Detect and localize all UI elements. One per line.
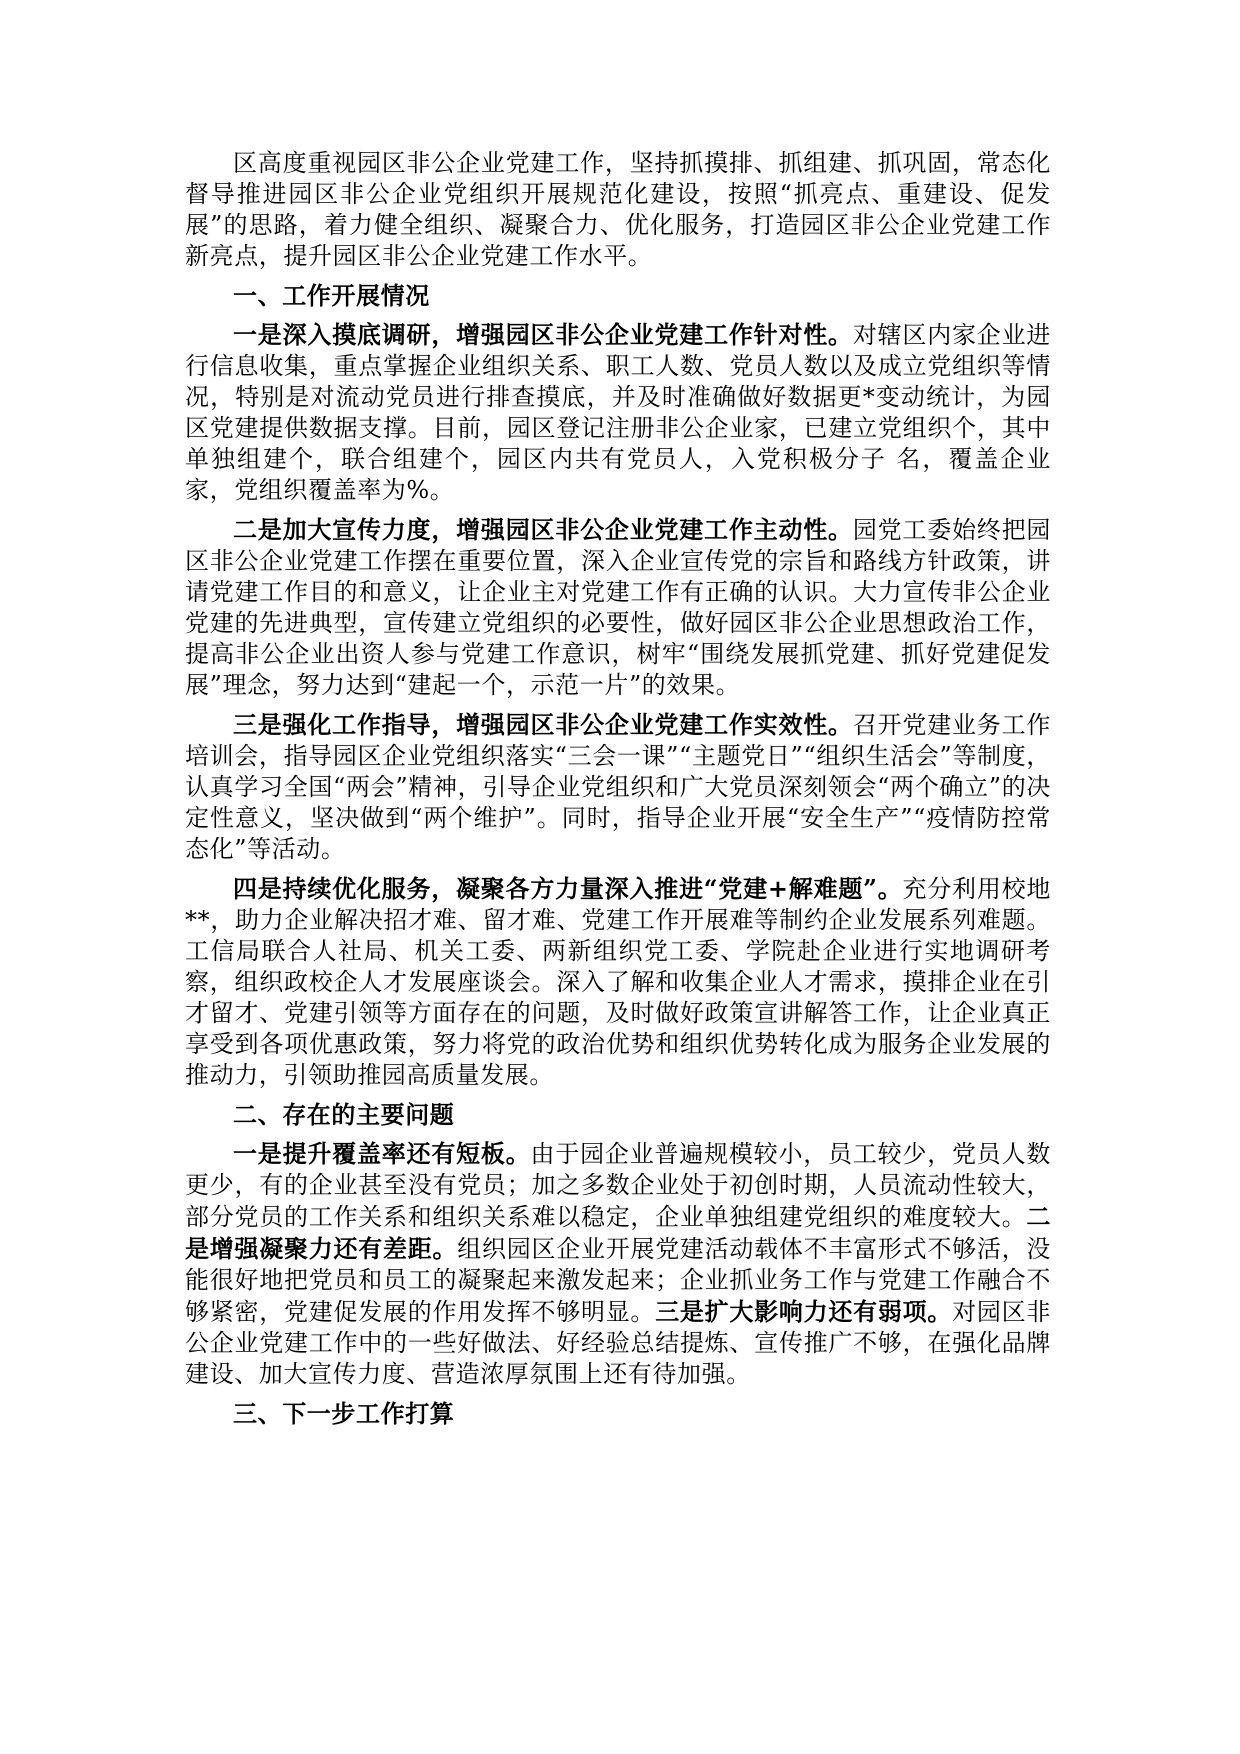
body-paragraph bbox=[185, 319, 1051, 506]
bold-lead-text: 三是强化工作指导，增强园区非公企业党建工作实效性。 bbox=[233, 710, 853, 739]
paragraph-text: 对辖区内家企业进行信息收集，重点掌握企业组织关系、职工人数、党员人数以及成立党组织等情况，特别是对流动党员进行排查摸底，并及时准确做好数据更*变动统计，为园区党建提供数据支撑。目前，园区登记注册非公企业家，已建立党组织个，其中单独组建个，联合组建个，园区内共有党员人，入党积极分子 名，覆盖企业家，党组织覆盖率为%。 bbox=[185, 321, 1051, 504]
bold-lead-text: 一、工作开展情况 bbox=[233, 281, 430, 310]
bold-lead-text: 一是提升覆盖率还有短板。 bbox=[233, 1139, 531, 1168]
bold-lead-text: 四是持续优化服务，凝聚各方力量深入推进“党建+解难题”。 bbox=[233, 874, 903, 903]
section-heading bbox=[185, 1099, 1051, 1130]
section-heading bbox=[185, 280, 1051, 311]
paragraph-text: 组织园区企业开展党建活动载体不丰富形式不够活，没能很好地把党员和员工的凝聚起来激发起来；企业抓业务工作与党建工作融合不够紧密，党建促发展的作用发挥不够明显。 bbox=[185, 1235, 1051, 1326]
body-paragraph bbox=[185, 873, 1051, 1091]
paragraph-text: 区高度重视园区非公企业党建工作，坚持抓摸排、抓组建、抓巩固，常态化督导推进园区非公企业党组织开展规范化建设，按照“抓亮点、重建设、促发展”的思路，着力健全组织、凝聚合力、优化服务，打造园区非公企业党建工作新亮点，提升园区非公企业党建工作水平。 bbox=[185, 149, 1051, 270]
bold-lead-text: 三、下一步工作打算 bbox=[233, 1399, 455, 1428]
section-heading bbox=[185, 1398, 1051, 1429]
bold-lead-text: 一是深入摸底调研，增强园区非公企业党建工作针对性。 bbox=[233, 320, 853, 349]
body-paragraph bbox=[185, 148, 1051, 272]
body-paragraph bbox=[185, 709, 1051, 865]
bold-lead-text: 二是增强凝聚力还有差距。 bbox=[185, 1202, 1051, 1263]
paragraph-text: 充分利用校地**，助力企业解决招才难、留才难、党建工作开展难等制约企业发展系列难题。工信局联合人社局、机关工委、两新组织党工委、学院赴企业进行实地调研考察，组织政校企人才发展座谈会。深入了解和收集企业人才需求，摸排企业在引才留才、党建引领等方面存在的问题，及时做好政策宣讲解答工作，让企业真正享受到各项优惠政策，努力将党的政治优势和组织优势转化成为服务企业发展的推动力，引领助推园高质量发展。 bbox=[185, 875, 1051, 1089]
paragraph-text: 召开党建业务工作培训会，指导园区企业党组织落实“三会一课”“主题党日”“组织生活会”等制度，认真学习全国“两会”精神，引导企业党组织和广大党员深刻领会“两个确立”的决定性意义，坚决做到“两个维护”。同时，指导企业开展“安全生产”“疫情防控常态化”等活动。 bbox=[185, 711, 1051, 863]
paragraph-text: 园党工委始终把园区非公企业党建工作摆在重要位置，深入企业宣传党的宗旨和路线方针政策，讲请党建工作目的和意义，让企业主对党建工作有正确的认识。大力宣传非公企业党建的先进典型，宣传建立党组织的必要性，做好园区非公企业思想政治工作，提高非公企业出资人参与党建工作意识，树牢“围绕发展抓党建、抓好党建促发展”理念，努力达到“建起一个，示范一片”的效果。 bbox=[185, 516, 1051, 699]
document-page bbox=[185, 148, 1051, 1437]
bold-lead-text: 三是扩大影响力还有弱项。 bbox=[655, 1297, 953, 1326]
bold-lead-text: 二是加大宣传力度，增强园区非公企业党建工作主动性。 bbox=[233, 515, 853, 544]
body-paragraph bbox=[185, 1138, 1051, 1390]
bold-lead-text: 二、存在的主要问题 bbox=[233, 1100, 455, 1129]
paragraph-text: 对园区非公企业党建工作中的一些好做法、好经验总结提炼、宣传推广不够，在强化品牌建设、加大宣传力度、营造浓厚氛围上还有待加强。 bbox=[185, 1298, 1051, 1388]
paragraph-text: 由于园企业普遍规模较小，员工较少，党员人数更少，有的企业甚至没有党员；加之多数企业处于初创时期，人员流动性较大，部分党员的工作关系和组织关系难以稳定，企业单独组建党组织的难度较大。 bbox=[185, 1140, 1051, 1231]
body-paragraph bbox=[185, 514, 1051, 701]
